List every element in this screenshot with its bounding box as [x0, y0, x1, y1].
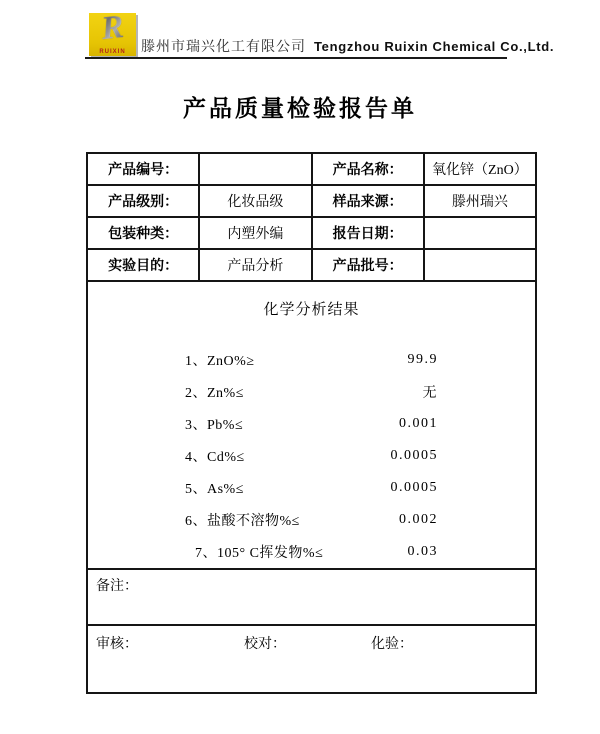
page-title: 产品质量检验报告单	[183, 95, 417, 121]
info-row	[87, 185, 536, 217]
remarks-section	[87, 569, 536, 625]
analysis-item-label: 3、Pb%≤	[185, 418, 244, 433]
assay-label: 化验：	[371, 637, 413, 652]
field-value-sample-source: 滕州瑞兴	[424, 185, 536, 217]
analysis-item	[185, 408, 438, 440]
review-label: 审核：	[96, 637, 138, 652]
field-value-package-type: 内塑外编	[199, 217, 311, 249]
analysis-item-label: 4、Cd%≤	[185, 450, 245, 465]
company-name-line	[141, 36, 554, 56]
signoff-row	[87, 625, 536, 693]
analysis-item-value: 0.001	[399, 416, 438, 431]
company-logo	[89, 8, 136, 56]
analysis-item	[185, 472, 438, 504]
analysis-item	[185, 504, 438, 536]
analysis-item	[185, 440, 438, 472]
field-label-report-date: 报告日期：	[312, 217, 424, 249]
field-value-batch-no	[424, 249, 536, 281]
field-value-product-grade: 化妆品级	[199, 185, 311, 217]
logo-brand-text: RUIXIN	[99, 49, 126, 55]
analysis-row	[87, 281, 536, 569]
field-label-test-purpose: 实验目的：	[87, 249, 199, 281]
field-label-sample-source: 样品来源：	[312, 185, 424, 217]
analysis-section	[87, 281, 536, 569]
analysis-heading: 化学分析结果	[263, 302, 360, 318]
company-name-en: Tengzhou Ruixin Chemical Co.,Ltd.	[314, 39, 555, 54]
analysis-item-value: 99.9	[407, 352, 438, 367]
analysis-item-value: 无	[422, 386, 438, 401]
signoff-section	[87, 625, 536, 693]
field-label-product-grade: 产品级别：	[87, 185, 199, 217]
field-value-product-name: 氧化锌（ZnO）	[424, 153, 536, 185]
analysis-item-value: 0.0005	[390, 480, 438, 495]
analysis-item	[185, 376, 438, 408]
header-divider	[85, 57, 507, 59]
analysis-item	[185, 344, 438, 376]
remarks-label: 备注：	[96, 579, 138, 594]
info-row	[87, 153, 536, 185]
analysis-list	[88, 344, 535, 568]
proofread-label: 校对：	[244, 637, 286, 652]
field-value-test-purpose: 产品分析	[199, 249, 311, 281]
info-row	[87, 217, 536, 249]
analysis-item-label: 2、Zn%≤	[185, 386, 244, 401]
analysis-item-label: 7、105° C挥发物%≤	[195, 546, 324, 561]
field-label-product-name: 产品名称：	[312, 153, 424, 185]
analysis-item-label: 5、As%≤	[185, 482, 244, 497]
field-label-batch-no: 产品批号：	[312, 249, 424, 281]
remarks-row	[87, 569, 536, 625]
analysis-item-label: 1、ZnO%≥	[185, 354, 255, 369]
field-value-product-no	[199, 153, 311, 185]
analysis-item-label: 6、盐酸不溶物%≤	[185, 514, 300, 529]
field-label-package-type: 包装种类：	[87, 217, 199, 249]
report-table	[86, 152, 537, 694]
analysis-item	[185, 536, 438, 568]
company-name-cn: 滕州市瑞兴化工有限公司	[141, 40, 306, 55]
analysis-item-value: 0.0005	[390, 448, 438, 463]
info-row	[87, 249, 536, 281]
field-label-product-no: 产品编号：	[87, 153, 199, 185]
logo-r-glyph: R	[87, 8, 138, 49]
analysis-item-value: 0.002	[399, 512, 438, 527]
analysis-item-value: 0.03	[407, 544, 438, 559]
field-value-report-date	[424, 217, 536, 249]
